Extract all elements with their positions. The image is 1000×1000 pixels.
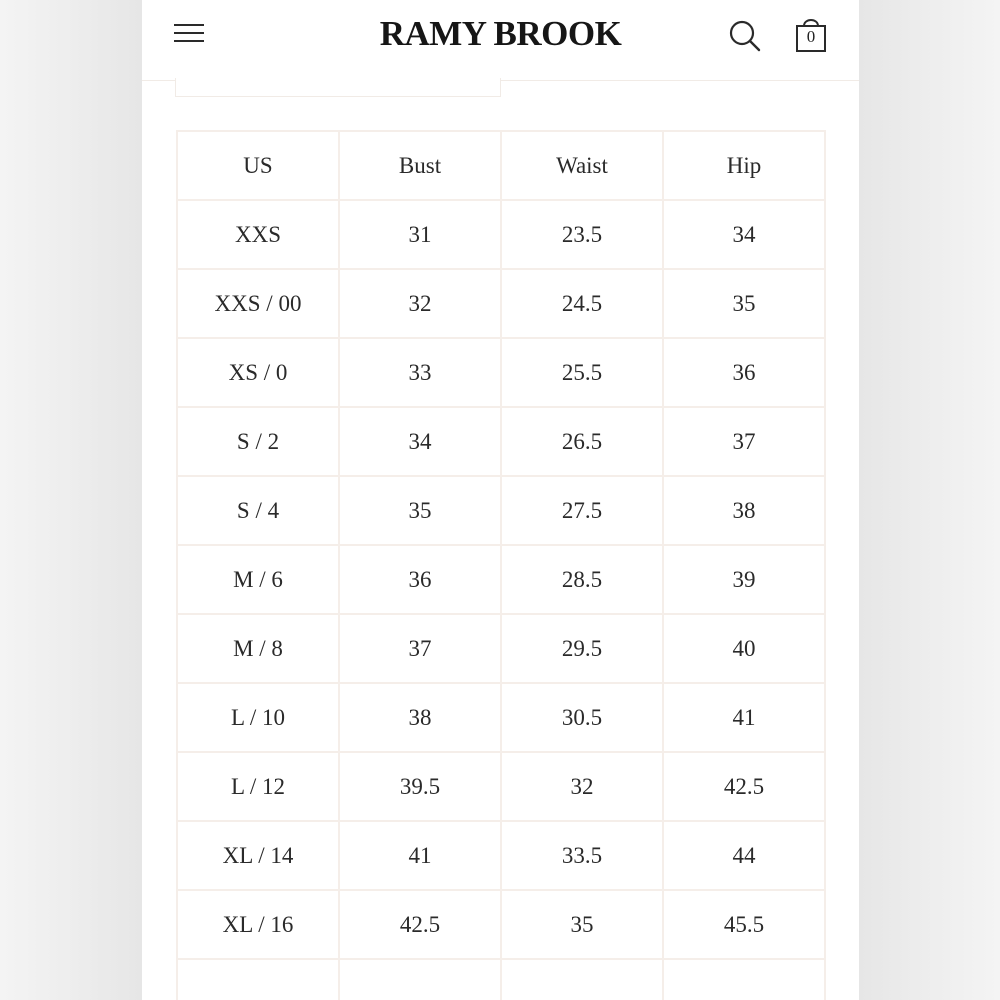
hip-cell: 42.5 — [663, 752, 825, 821]
table-row — [177, 683, 825, 752]
hip-cell: 41 — [663, 683, 825, 752]
empty-cell — [663, 959, 825, 1000]
cart-count: 0 — [806, 27, 816, 46]
size-cell: L / 12 — [177, 752, 339, 821]
table-row — [177, 821, 825, 890]
waist-cell: 35 — [501, 890, 663, 959]
right-backdrop — [858, 0, 1000, 1000]
bust-cell: 31 — [339, 200, 501, 269]
table-row — [177, 614, 825, 683]
empty-cell — [339, 959, 501, 1000]
shopping-bag-button[interactable] — [792, 14, 832, 56]
size-cell: S / 4 — [177, 476, 339, 545]
size-cell: M / 8 — [177, 614, 339, 683]
table-header-row — [177, 131, 825, 200]
table-row-partial — [177, 959, 825, 1000]
bust-cell: 39.5 — [339, 752, 501, 821]
bust-cell: 38 — [339, 683, 501, 752]
size-cell: S / 2 — [177, 407, 339, 476]
left-backdrop — [0, 0, 142, 1000]
search-icon[interactable] — [727, 18, 763, 54]
brand-logo[interactable]: RAMY BROOK — [379, 14, 622, 53]
waist-cell: 29.5 — [501, 614, 663, 683]
mobile-page — [142, 0, 859, 1000]
waist-cell: 32 — [501, 752, 663, 821]
hip-cell: 37 — [663, 407, 825, 476]
size-cell: XXS / 00 — [177, 269, 339, 338]
table-row — [177, 338, 825, 407]
table-row — [177, 407, 825, 476]
waist-cell: 30.5 — [501, 683, 663, 752]
site-header — [142, 0, 859, 81]
waist-cell: 24.5 — [501, 269, 663, 338]
bust-cell: 34 — [339, 407, 501, 476]
hip-cell: 40 — [663, 614, 825, 683]
size-cell: XL / 14 — [177, 821, 339, 890]
table-row — [177, 269, 825, 338]
size-cell: XL / 16 — [177, 890, 339, 959]
bust-cell: 35 — [339, 476, 501, 545]
table-row — [177, 200, 825, 269]
waist-cell: 27.5 — [501, 476, 663, 545]
hip-cell: 36 — [663, 338, 825, 407]
hip-cell: 38 — [663, 476, 825, 545]
size-chart-table — [176, 130, 826, 1000]
waist-cell: 25.5 — [501, 338, 663, 407]
table-row — [177, 476, 825, 545]
column-header: Hip — [663, 131, 825, 200]
size-cell: L / 10 — [177, 683, 339, 752]
hip-cell: 34 — [663, 200, 825, 269]
waist-cell: 26.5 — [501, 407, 663, 476]
table-row — [177, 752, 825, 821]
waist-cell: 23.5 — [501, 200, 663, 269]
column-header: US — [177, 131, 339, 200]
size-cell: XS / 0 — [177, 338, 339, 407]
hip-cell: 39 — [663, 545, 825, 614]
bust-cell: 32 — [339, 269, 501, 338]
bust-cell: 36 — [339, 545, 501, 614]
empty-cell — [501, 959, 663, 1000]
size-cell: XXS — [177, 200, 339, 269]
hip-cell: 35 — [663, 269, 825, 338]
empty-cell — [177, 959, 339, 1000]
bust-cell: 41 — [339, 821, 501, 890]
waist-cell: 28.5 — [501, 545, 663, 614]
table-row — [177, 890, 825, 959]
bust-cell: 37 — [339, 614, 501, 683]
table-row — [177, 545, 825, 614]
bust-cell: 42.5 — [339, 890, 501, 959]
column-header: Waist — [501, 131, 663, 200]
previous-section-box — [175, 78, 501, 97]
waist-cell: 33.5 — [501, 821, 663, 890]
column-header: Bust — [339, 131, 501, 200]
hip-cell: 45.5 — [663, 890, 825, 959]
bust-cell: 33 — [339, 338, 501, 407]
size-cell: M / 6 — [177, 545, 339, 614]
hip-cell: 44 — [663, 821, 825, 890]
